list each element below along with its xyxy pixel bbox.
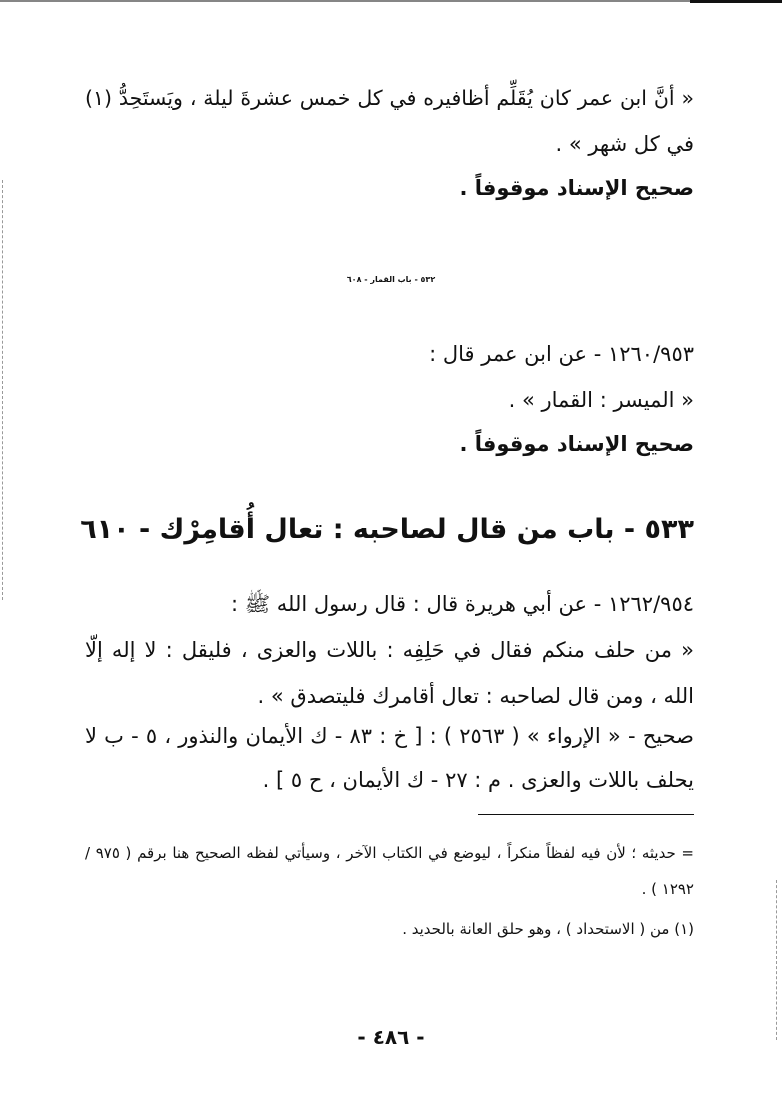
scan-corner-mark xyxy=(690,0,782,3)
scan-margin-right xyxy=(776,880,778,1040)
footnote-1: (١) من ( الاستحداد ) ، وهو حلق العانة بالحديد . xyxy=(402,920,694,938)
chapter532-text: « الميسر : القمار » . xyxy=(508,388,694,412)
chapter532-heading: ٥٣٢ - باب القمار - ٦٠٨ xyxy=(346,275,436,284)
chapter533-text-line2: الله ، ومن قال لصاحبه : تعال أقامرك فليتصدق » . xyxy=(257,684,694,708)
page-number: - ٤٨٦ - xyxy=(357,1025,425,1049)
chapter533-grading-line2: يحلف باللات والعزى . م : ٢٧ - ك الأيمان ، ح ٥ ] . xyxy=(262,768,694,792)
chapter533-heading: ٥٣٣ - باب من قال لصاحبه : تعال أُقامِرْك - ٦١٠ xyxy=(80,514,694,545)
footnote-separator xyxy=(478,814,694,815)
chapter533-hadith-ref: ١٢٦٢/٩٥٤ - عن أبي هريرة قال : قال رسول الله ﷺ : xyxy=(230,592,694,616)
paragraph1-line1: « أنَّ ابن عمر كان يُقَلِّم أظافيره في كل خمس عشرةَ ليلة ، ويَستَحِدُّ (١) xyxy=(85,86,694,110)
chapter532-hadith-ref: ١٢٦٠/٩٥٣ - عن ابن عمر قال : xyxy=(429,342,694,366)
paragraph1-grading: صحيح الإسناد موقوفاً . xyxy=(459,176,694,200)
chapter533-grading-line1: صحيح - « الإرواء » ( ٢٥٦٣ ) : [ خ : ٨٣ - ك الأيمان والنذور ، ٥ - ب لا xyxy=(85,724,694,748)
footnote-continuation-line1: = حديثه ؛ لأن فيه لفظاً منكراً ، ليوضع في الكتاب الآخر ، وسيأتي لفظه الصحيح هنا برقم ( ٩٧٥ / xyxy=(85,844,694,862)
footnote-continuation-line2: ١٢٩٢ ) . xyxy=(641,880,694,898)
chapter532-grading: صحيح الإسناد موقوفاً . xyxy=(459,432,694,456)
chapter533-text-line1: « من حلف منكم فقال في حَلِفِه : باللات والعزى ، فليقل : لا إله إلّا xyxy=(85,638,694,662)
scan-top-edge xyxy=(0,0,782,2)
paragraph1-line2: في كل شهر » . xyxy=(555,132,694,156)
scan-margin-left xyxy=(2,180,4,600)
